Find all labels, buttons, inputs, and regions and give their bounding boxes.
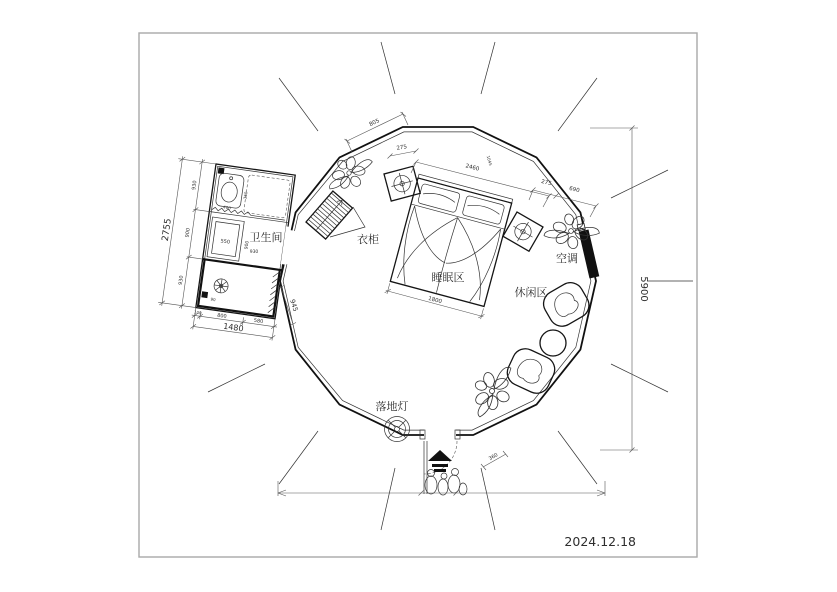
dim-bath-col1: 100 bbox=[193, 309, 202, 316]
dim-right-seg1: 275 bbox=[540, 178, 553, 188]
label-floor-lamp: 落地灯 bbox=[375, 400, 409, 413]
dim-bath-col3: 580 bbox=[253, 317, 264, 326]
dim-top-span-side: 1045 bbox=[485, 155, 494, 167]
dim-bath-row-bot: 930 bbox=[177, 275, 186, 286]
label-sleeping-area: 睡眠区 bbox=[431, 271, 465, 284]
dim-top-span: 2460 bbox=[464, 163, 480, 173]
dim-shower-depth: 350 bbox=[242, 191, 249, 200]
label-leisure-area: 休闲区 bbox=[514, 286, 548, 299]
label-air-conditioner: 空调 bbox=[556, 252, 578, 265]
dim-bath-gap: 945 bbox=[288, 298, 300, 313]
dim-right-seg2: 690 bbox=[568, 185, 581, 195]
label-wardrobe: 衣柜 bbox=[357, 233, 379, 246]
dim-top-seg1: 275 bbox=[396, 144, 408, 152]
dim-inner-height: 900 bbox=[244, 240, 251, 250]
dim-bath-height-total: 2755 bbox=[160, 217, 174, 242]
dim-shower-width: 400 bbox=[222, 204, 232, 211]
column-marker-2 bbox=[201, 291, 208, 298]
dim-bath-row-mid: 900 bbox=[184, 227, 192, 238]
entrance-opening bbox=[424, 429, 456, 438]
dim-inner-width: 930 bbox=[249, 250, 259, 255]
dim-top-wall: 805 bbox=[368, 118, 381, 129]
dim-bath-width-total: 1480 bbox=[222, 321, 245, 334]
dim-corner-offset: 90 bbox=[210, 296, 216, 303]
dim-vanity-width: 550 bbox=[220, 238, 231, 246]
dim-bath-row-top: 930 bbox=[191, 180, 199, 191]
dim-bath-col2: 800 bbox=[216, 312, 228, 320]
dim-entrance-offset: 360 bbox=[487, 452, 500, 463]
dim-bed-width: 1800 bbox=[427, 295, 443, 306]
title-block-date: 2024.12.18 bbox=[564, 534, 636, 549]
label-bathroom: 卫生间 bbox=[249, 231, 283, 244]
sheet-frame bbox=[139, 33, 697, 557]
dim-overall-height: 5900 bbox=[638, 276, 649, 302]
